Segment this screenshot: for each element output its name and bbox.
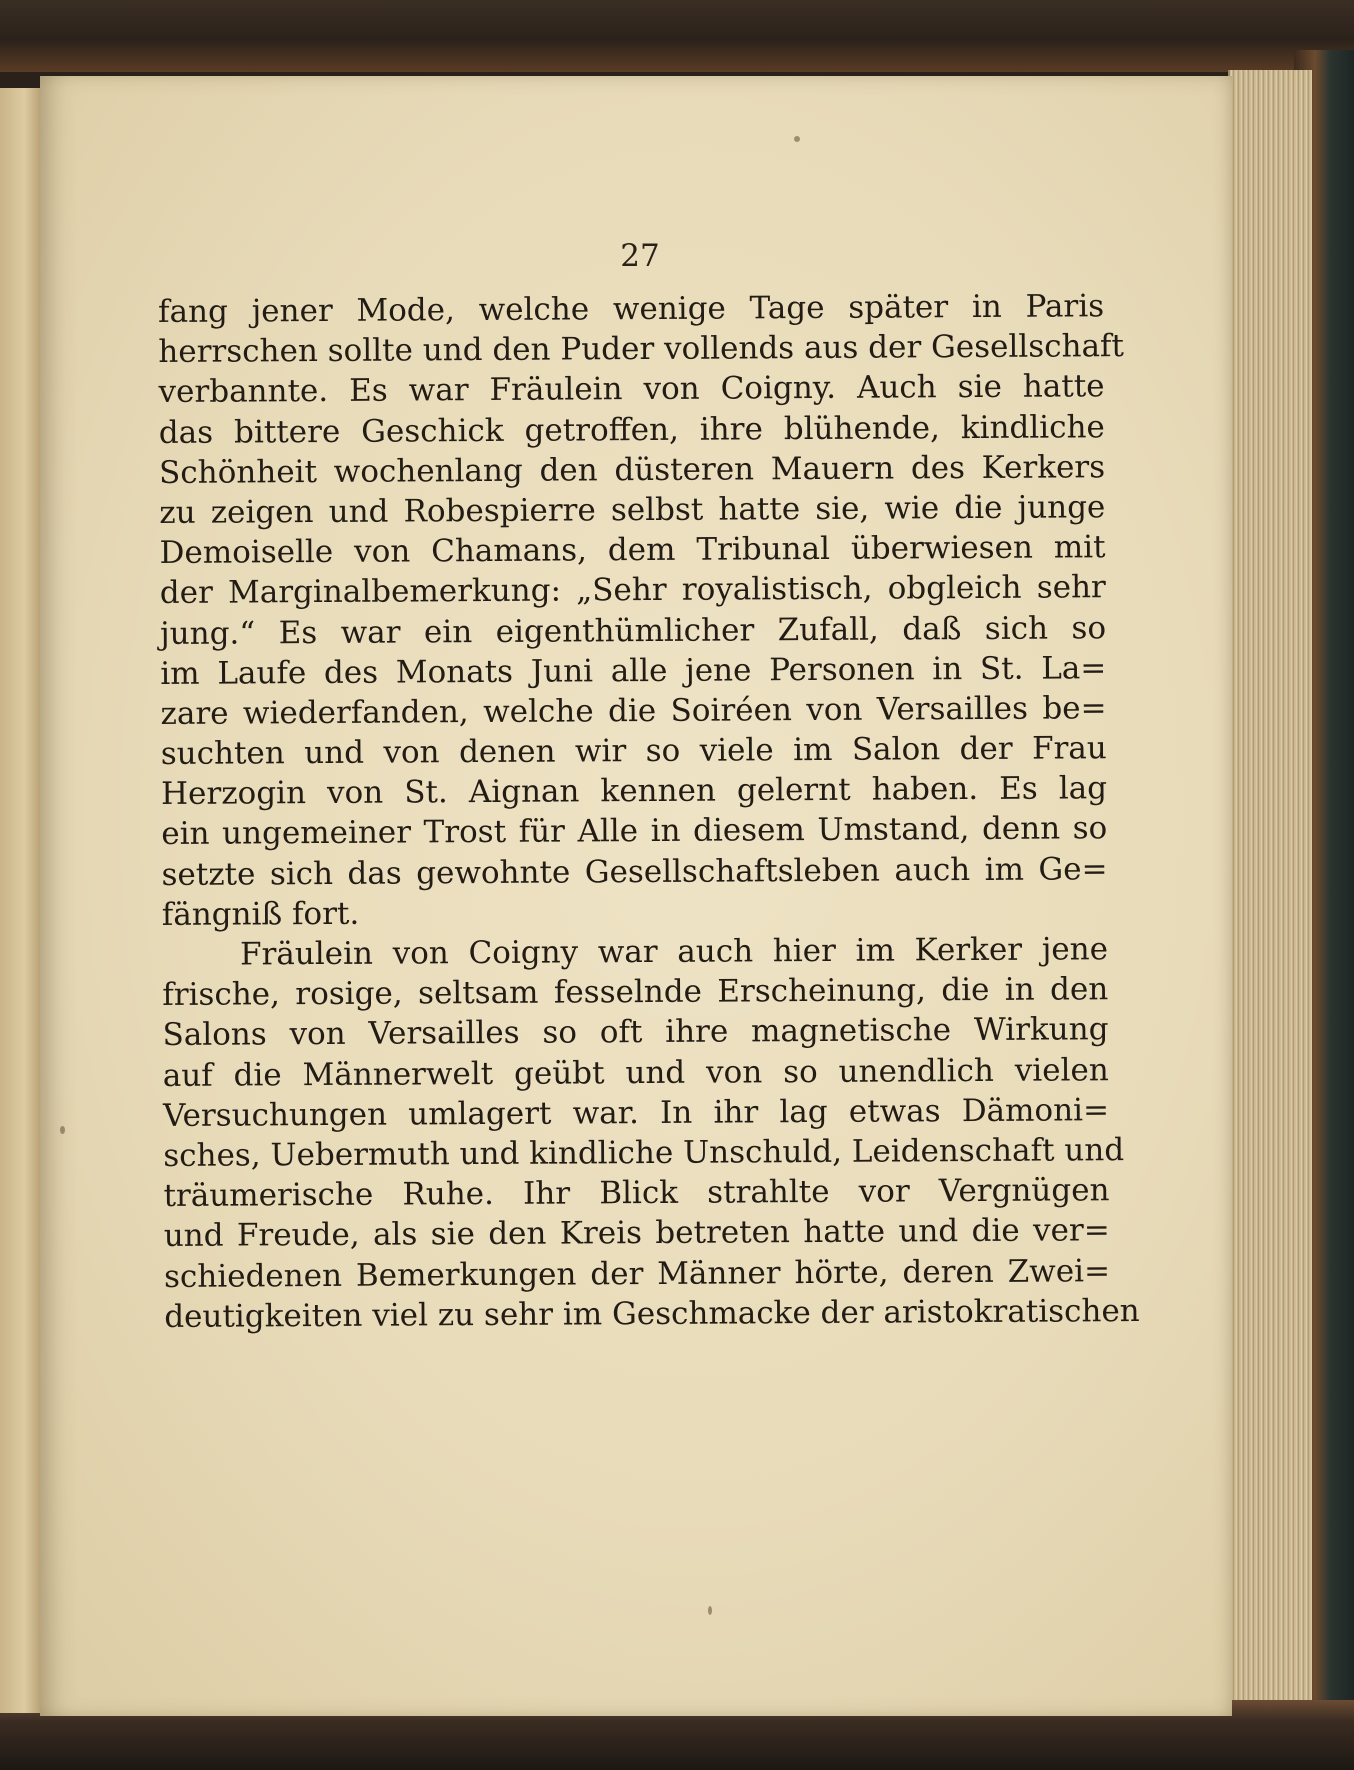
text-line: Fräulein von Coigny war auch hier im Kerker jene xyxy=(239,931,1109,973)
text-line: fang jener Mode, welche wenige Tage später in Paris xyxy=(158,288,1105,330)
book-page xyxy=(40,76,1232,1716)
book-cover-top xyxy=(0,0,1354,72)
text-line: zare wiederfanden, welche die Soiréen von Versailles be= xyxy=(160,690,1107,732)
paper-speck xyxy=(708,1606,712,1615)
text-line: sches, Uebermuth und kindliche Unschuld, Leidenschaft und xyxy=(163,1132,1125,1174)
text-line: auf die Männerwelt geübt und von so unendlich vielen xyxy=(162,1051,1109,1094)
page-number: 27 xyxy=(620,238,660,274)
text-line: das bittere Geschick getroffen, ihre blühende, kindliche xyxy=(158,408,1105,451)
text-line: Versuchungen umlagert war. In ihr lag etwas Dämoni= xyxy=(162,1091,1110,1134)
text-line: Salons von Versailles so oft ihre magnetische Wirkung xyxy=(162,1011,1109,1054)
text-line: ein ungemeiner Trost für Alle in diesem Umstand, denn so xyxy=(161,810,1108,853)
text-line: schiedenen Bemerkungen der Männer hörte, deren Zwei= xyxy=(163,1252,1111,1295)
text-line: träumerische Ruhe. Ihr Blick strahlte vor Vergnügen xyxy=(163,1172,1110,1215)
body-text xyxy=(158,286,1140,1337)
text-line: zu zeigen und Robespierre selbst hatte sie, wie die junge xyxy=(159,489,1106,531)
text-line: und Freude, als sie den Kreis betreten hatte und die ver= xyxy=(163,1212,1110,1255)
text-line: Schönheit wochenlang den düsteren Mauern des Kerkers xyxy=(158,448,1106,491)
text-line: im Laufe des Monats Juni alle jene Personen in St. La= xyxy=(160,649,1107,692)
paper-speck xyxy=(60,1126,65,1134)
text-line: herrschen sollte und den Puder vollends aus der Gesellschaft xyxy=(158,328,1125,371)
text-line: verbannte. Es war Fräulein von Coigny. Auch sie hatte xyxy=(158,368,1105,411)
text-line: suchten und von denen wir so viele im Salon der Frau xyxy=(160,730,1107,773)
text-line: deutigkeiten viel zu sehr im Geschmacke der aristokratischen xyxy=(164,1292,1140,1335)
paper-speck xyxy=(794,136,800,142)
page-edges xyxy=(1228,70,1312,1700)
text-line: der Marginalbemerkung: „Sehr royalistisch, obgleich sehr xyxy=(159,569,1106,612)
text-line: fängniß fort. xyxy=(161,895,360,933)
text-line: Demoiselle von Chamans, dem Tribunal überwiesen mit xyxy=(159,529,1106,572)
text-line: setzte sich das gewohnte Gesellschaftsleben auch im Ge= xyxy=(161,850,1108,893)
text-line: frische, rosige, seltsam fesselnde Erscheinung, die in den xyxy=(162,971,1109,1014)
text-line: Herzogin von St. Aignan kennen gelernt haben. Es lag xyxy=(160,770,1108,813)
text-line: jung.“ Es war ein eigenthümlicher Zufall, daß sich so xyxy=(159,609,1107,652)
